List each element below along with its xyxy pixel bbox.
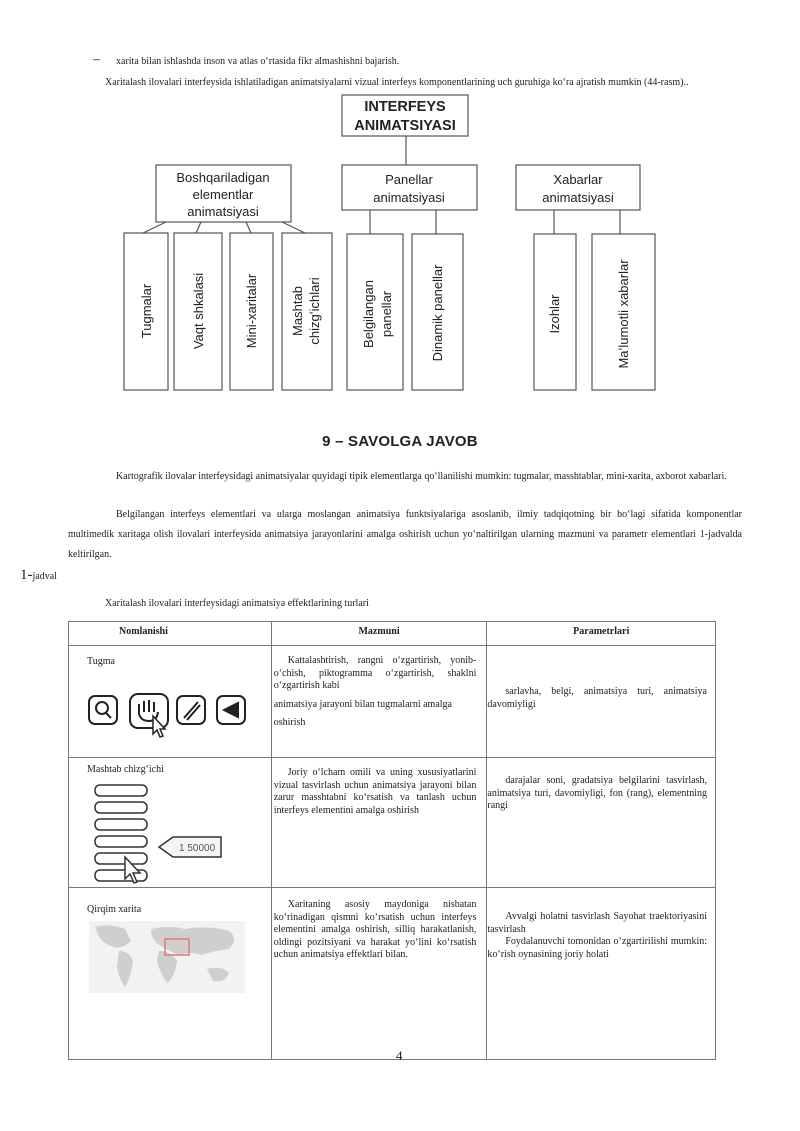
header-content: Mazmuni	[271, 622, 487, 646]
header-name: Nomlanishi	[69, 622, 272, 646]
group-label-controls-3: animatsiyasi	[187, 204, 259, 219]
row-2-name: Mashtab chizgʻichi	[87, 764, 164, 775]
child-label-mini-xaritalar: Mini-xaritalar	[244, 273, 259, 349]
section-title: 9 – SAVOLGA JAVOB	[322, 433, 478, 450]
child-label-belgilangan-1: Belgilangan	[361, 280, 376, 348]
row-2-name-cell	[69, 758, 272, 888]
row-1-params-cell	[487, 646, 716, 758]
row-1-name-cell	[69, 646, 272, 758]
row-3-content-cell	[271, 888, 487, 1060]
hand-button-icon	[130, 694, 168, 737]
group-label-panels-1: Panellar	[385, 172, 433, 187]
group-label-controls-2: elementlar	[192, 187, 254, 202]
page-number: 4	[396, 1048, 403, 1063]
scale-label: 1 50000	[179, 843, 216, 854]
group-label-controls-1: Boshqariladigan	[176, 170, 270, 185]
child-label-dinamik: Dinamik panellar	[430, 264, 445, 362]
row-3-name: Qirqim xarita	[87, 904, 142, 915]
table-header-row	[69, 622, 716, 646]
child-label-izohlar: Izohlar	[547, 294, 562, 334]
paragraph-1: Kartografik ilovalar interfeysidagi animatsiyalar quyidagi tipik elementlarga qoʻllanilishi mumkin: tugmalar, masshtablar, mini-xarita, axborot xabarlari.	[116, 471, 727, 482]
header-params: Parametrlari	[487, 622, 716, 646]
bullet-text: xarita bilan ishlashda inson va atlas oʻrtasida fikr almashishni bajarish.	[116, 56, 400, 67]
row-1-content-cell	[271, 646, 487, 758]
row-1-content-line-2: animatsiya jarayoni bilan tugmalarni amalga	[273, 698, 452, 710]
row-2-params-cell	[487, 758, 716, 888]
bullet-dash: –	[93, 52, 100, 67]
scale-ruler-icon	[89, 775, 229, 887]
child-label-mashtab-1: Mashtab	[290, 286, 305, 336]
table-label-word: jadval	[32, 571, 57, 582]
zoom-button-icon	[89, 696, 117, 724]
intro-text: Xaritalash ilovalari interfeysida ishlatiladigan animatsiyalarni vizual interfeys komponentlarining uch guruhiga koʻra ajratish mumkin (44-rasm)..	[105, 77, 689, 88]
row-2-content-cell	[271, 758, 487, 888]
paragraph-2: Belgilangan interfeys elementlari va ularga moslangan animatsiya funktsiyalariga asoslanib, ilmiy tadqiqotning bir boʻlagi sifatida komponentlar multimedik xaritaga olish ilovalari interfeysida animatsiya jarayonlarini amalga oshirish uchun yoʻnaltirilgan ularning mazmuni va parametr elementlari 1-jadvalda keltirilgan.	[68, 509, 742, 560]
child-label-mashtab-2: chizgʻichlari	[307, 277, 322, 345]
root-title-line-1: INTERFEYS	[364, 99, 446, 115]
table-label-number: 1-	[20, 567, 33, 583]
row-3-name-cell	[69, 888, 272, 1060]
button-icons	[87, 690, 253, 750]
row-3-params-cell	[487, 888, 716, 1060]
child-label-belgilangan-2: panellar	[379, 290, 394, 338]
row-1-params: sarlavha, belgi, animatsiya turi, animatsiya davomiyligi	[487, 686, 707, 710]
group-label-messages-1: Xabarlar	[553, 172, 603, 187]
pointer-button-icon	[217, 696, 245, 724]
group-label-panels-2: animatsiyasi	[373, 190, 445, 205]
row-1-content-line-3: oshirish	[273, 717, 306, 728]
table-row	[69, 646, 716, 758]
group-label-messages-2: animatsiyasi	[542, 190, 614, 205]
animation-effects-table	[68, 621, 716, 1060]
row-2-content: Joriy oʻlcham omili va uning xususiyatlarini vizual tasvirlash uchun animatsiya jarayoni bilan zarur masshtabni koʻrsatish va tanlash uchun interfeys elementini amalga oshirish	[273, 767, 477, 816]
row-1-name: Tugma	[87, 656, 115, 667]
row-1-content-line-1: Kattalashtirish, rangni oʻzgartirish, yonib-oʻchish, piktogramma oʻzgartirish, shaklni oʻzgartirish kabi	[273, 655, 477, 691]
row-3-params	[487, 888, 715, 961]
child-label-malumotli: Maʻlumotli xabarlar	[616, 259, 631, 369]
animation-diagram	[0, 0, 800, 400]
row-3-content: Xaritaning asosiy maydoniga nisbatan koʻrinadigan qismni koʻrsatish uchun interfeys elementini amalga oshirish, silliq harakatlanish, oldingi pozitsiyani va harakat yoʻlini koʻrsatish uchun animatsiya effektlari bilan.	[273, 899, 477, 960]
child-label-vaqt-shkalasi: Vaqt shkalasi	[191, 272, 206, 350]
table-row	[69, 888, 716, 1060]
root-title-line-2: ANIMATSIYASI	[354, 118, 456, 134]
table-row	[69, 758, 716, 888]
table-label	[20, 566, 57, 584]
row-3-params-line-2: Foydalanuvchi tomonidan oʻzgartirilishi mumkin: koʻrish oynasining joriy holati	[487, 936, 707, 960]
row-3-params-line-1: Avvalgi holatni tasvirlash Sayohat traektoriyasini tasvirlash	[487, 911, 707, 935]
table-caption: Xaritalash ilovalari interfeysidagi animatsiya effektlarining turlari	[105, 598, 369, 609]
row-1-content	[272, 646, 487, 730]
row-2-params: darajalar soni, gradatsiya belgilarini tasvirlash, animatsiya turi, davomiyligi, fon (rang), elementning rangi	[487, 775, 707, 811]
child-label-tugmalar: Tugmalar	[139, 283, 154, 339]
pencil-button-icon	[177, 696, 205, 724]
minimap-icon	[89, 921, 249, 996]
